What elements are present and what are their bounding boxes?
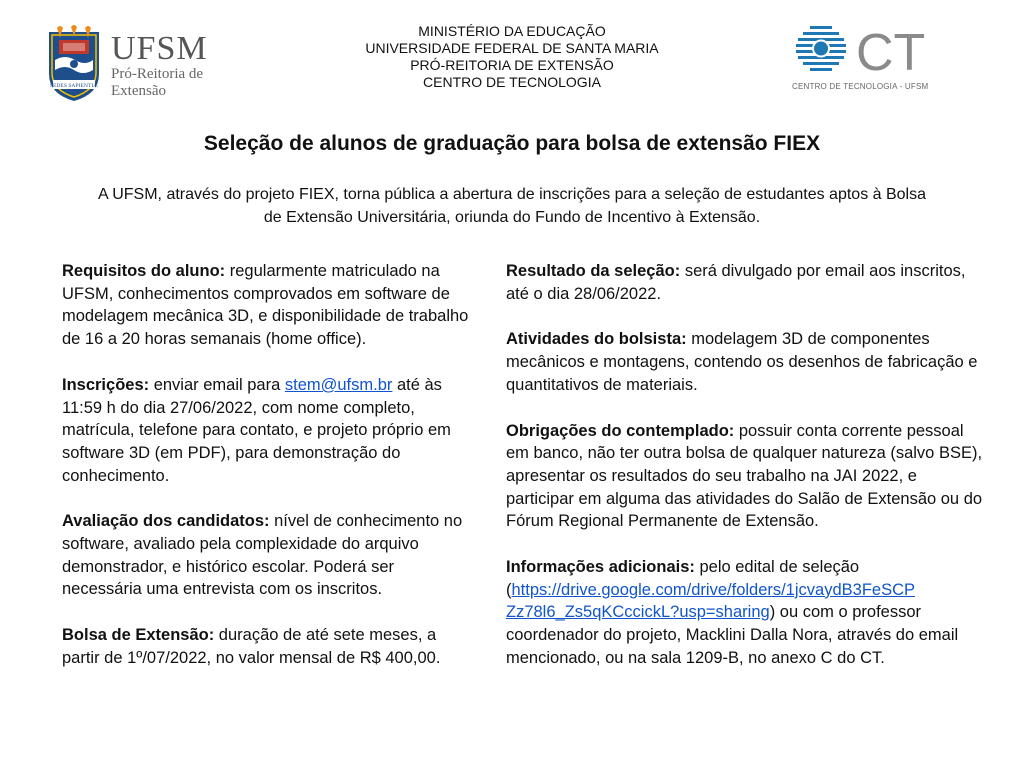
section-text: será divulgado por email aos inscritos, até o dia 28/06/2022. — [506, 262, 966, 303]
drive-link-line1: https://drive.google.com/drive/folders/1jcvaydB3FeSCP — [511, 580, 916, 599]
section-heading: Obrigações do contemplado: — [506, 421, 735, 440]
email-link[interactable]: stem@ufsm.br — [284, 375, 393, 394]
seal-motto: SEDES SAPIENTIÆ — [49, 83, 99, 89]
section-heading: Bolsa de Extensão: — [62, 626, 215, 645]
ct-logo — [792, 20, 972, 104]
section-heading: Resultado da seleção: — [506, 262, 681, 280]
section-heading: Requisitos do aluno: — [62, 262, 226, 280]
ufsm-subtitle-line2: Extensão — [111, 83, 166, 99]
institution-line-university: UNIVERSIDADE FEDERAL DE SANTA MARIA — [365, 40, 659, 56]
section-requisitos — [62, 260, 472, 351]
section-text: possuir conta corrente pessoal em banco, não ter outra bolsa de qualquer natureza (salvo BSE), apresentar os resultados do seu trabalho na JAI 2022, e participar em alguma das atividades do Salão de Extensão ou do Fórum Regional Permanente de Extensão. — [506, 421, 983, 531]
section-heading: Inscrições: — [62, 375, 150, 394]
section-text: duração de até sete meses, a partir de 1º/07/2022, no valor mensal de R$ 400,00. — [62, 626, 441, 667]
section-avaliacao — [62, 510, 472, 601]
section-informacoes — [506, 556, 986, 670]
ufsm-subtitle-line1: Pró-Reitoria de — [111, 66, 204, 82]
document-header — [0, 0, 1024, 120]
section-resultado — [506, 260, 986, 305]
section-inscricoes — [62, 374, 472, 488]
section-obrigacoes — [506, 420, 986, 534]
ct-logo-icon — [792, 20, 972, 80]
ct-letters: CT — [856, 24, 926, 80]
institution-line-ministry: MINISTÉRIO DA EDUCAÇÃO — [418, 23, 606, 39]
ufsm-seal-icon — [45, 24, 103, 102]
section-heading: Informações adicionais: — [506, 558, 695, 577]
section-text: pelo edital de seleção ( — [506, 558, 860, 599]
section-text: regularmente matriculado na UFSM, conhecimentos comprovados em software de modelagem mecânica 3D, e disponibilidade de trabalho de 16 a 20 horas semanais (home office). — [62, 262, 469, 349]
ufsm-logo — [45, 24, 225, 106]
intro-paragraph: A UFSM, através do projeto FIEX, torna pública a abertura de inscrições para a seleção de estudantes aptos à Bolsa de Extensão Universitária, oriunda do Fundo de Incentivo à Extensão. — [97, 186, 927, 226]
section-bolsa — [62, 624, 472, 669]
section-atividades — [506, 328, 986, 396]
document-title: Seleção de alunos de graduação para bolsa de extensão FIEX — [203, 132, 821, 155]
ufsm-wordmark — [111, 32, 208, 100]
ufsm-name: UFSM — [111, 30, 208, 67]
section-text: nível de conhecimento no software, avaliado pela complexidade do arquivo demonstrador, e histórico escolar. Poderá ser necessária uma entrevista com os inscritos. — [62, 512, 463, 599]
institution-block — [300, 23, 724, 91]
section-text: enviar email para — [149, 375, 285, 394]
section-text: ) ou com o professor coordenador do projeto, Macklini Dalla Nora, através do email mencionado, ou na sala 1209-B, no anexo C do CT. — [506, 603, 959, 667]
left-column — [62, 260, 472, 693]
section-text: até às 11:59 h do dia 27/06/2022, com nome completo, matrícula, telefone para contato, e projeto próprio em software 3D (em PDF), para demonstração do conhecimento. — [62, 375, 451, 485]
drive-link-line2: Zz78l6_Zs5qKCccickL?usp=sharing — [506, 603, 770, 622]
section-text: modelagem 3D de componentes mecânicos e montagens, contendo os desenhos de fabricação e quantitativos de materiais. — [506, 330, 978, 394]
right-column — [506, 260, 986, 693]
ct-caption: CENTRO DE TECNOLOGIA - UFSM — [792, 82, 929, 91]
institution-line-center: CENTRO DE TECNOLOGIA — [423, 74, 601, 90]
institution-line-pro-rectorate: PRÓ-REITORIA DE EXTENSÃO — [410, 57, 614, 73]
section-heading: Atividades do bolsista: — [506, 330, 687, 349]
section-heading: Avaliação dos candidatos: — [62, 512, 270, 531]
